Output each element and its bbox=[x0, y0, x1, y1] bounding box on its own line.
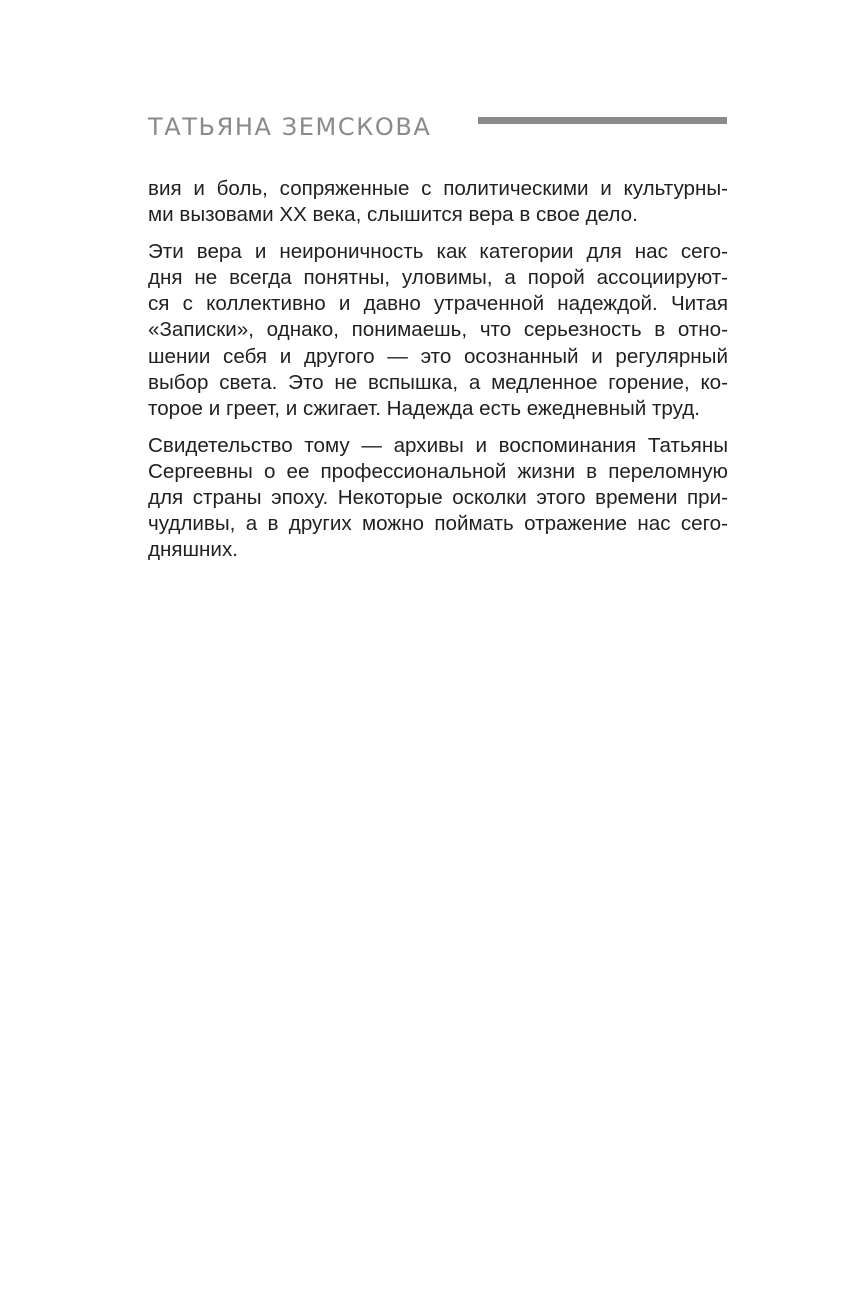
running-head bbox=[148, 111, 728, 147]
text-line: вия и боль, сопряженные с политическими и культурны- bbox=[148, 177, 728, 200]
running-head-rule bbox=[478, 117, 727, 124]
text-line: «Записки», однако, понимаешь, что серьезность в отно- bbox=[148, 318, 728, 342]
paragraph-1 bbox=[148, 176, 728, 228]
body-text bbox=[148, 176, 728, 574]
text-line: дняшних. bbox=[148, 538, 238, 562]
text-line: для страны эпоху. Некоторые осколки этого времени при- bbox=[148, 486, 728, 510]
text-line: чудливы, а в других можно поймать отражение нас сего- bbox=[148, 512, 728, 536]
running-head-author: ТАТЬЯНА ЗЕМСКОВА bbox=[148, 113, 432, 141]
paragraph-2 bbox=[148, 239, 728, 422]
paragraph-3 bbox=[148, 433, 728, 563]
text-line: ми вызовами XX века, слышится вера в свое дело. bbox=[148, 203, 638, 227]
text-line: Свидетельство тому — архивы и воспоминания Татьяны bbox=[148, 433, 728, 457]
text-line: торое и греет, и сжигает. Надежда есть ежедневный труд. bbox=[148, 396, 700, 420]
text-line: Эти вера и неироничность как категории для нас сего- bbox=[148, 240, 728, 264]
text-line: дня не всегда понятны, уловимы, а порой ассоциируют- bbox=[148, 266, 728, 290]
text-line: шении себя и другого — это осознанный и регулярный bbox=[148, 344, 728, 368]
text-line: Сергеевны о ее профессиональной жизни в переломную bbox=[148, 459, 728, 483]
text-line: выбор света. Это не вспышка, а медленное горение, ко- bbox=[148, 370, 728, 394]
text-line: ся с коллективно и давно утраченной надеждой. Читая bbox=[148, 292, 728, 316]
